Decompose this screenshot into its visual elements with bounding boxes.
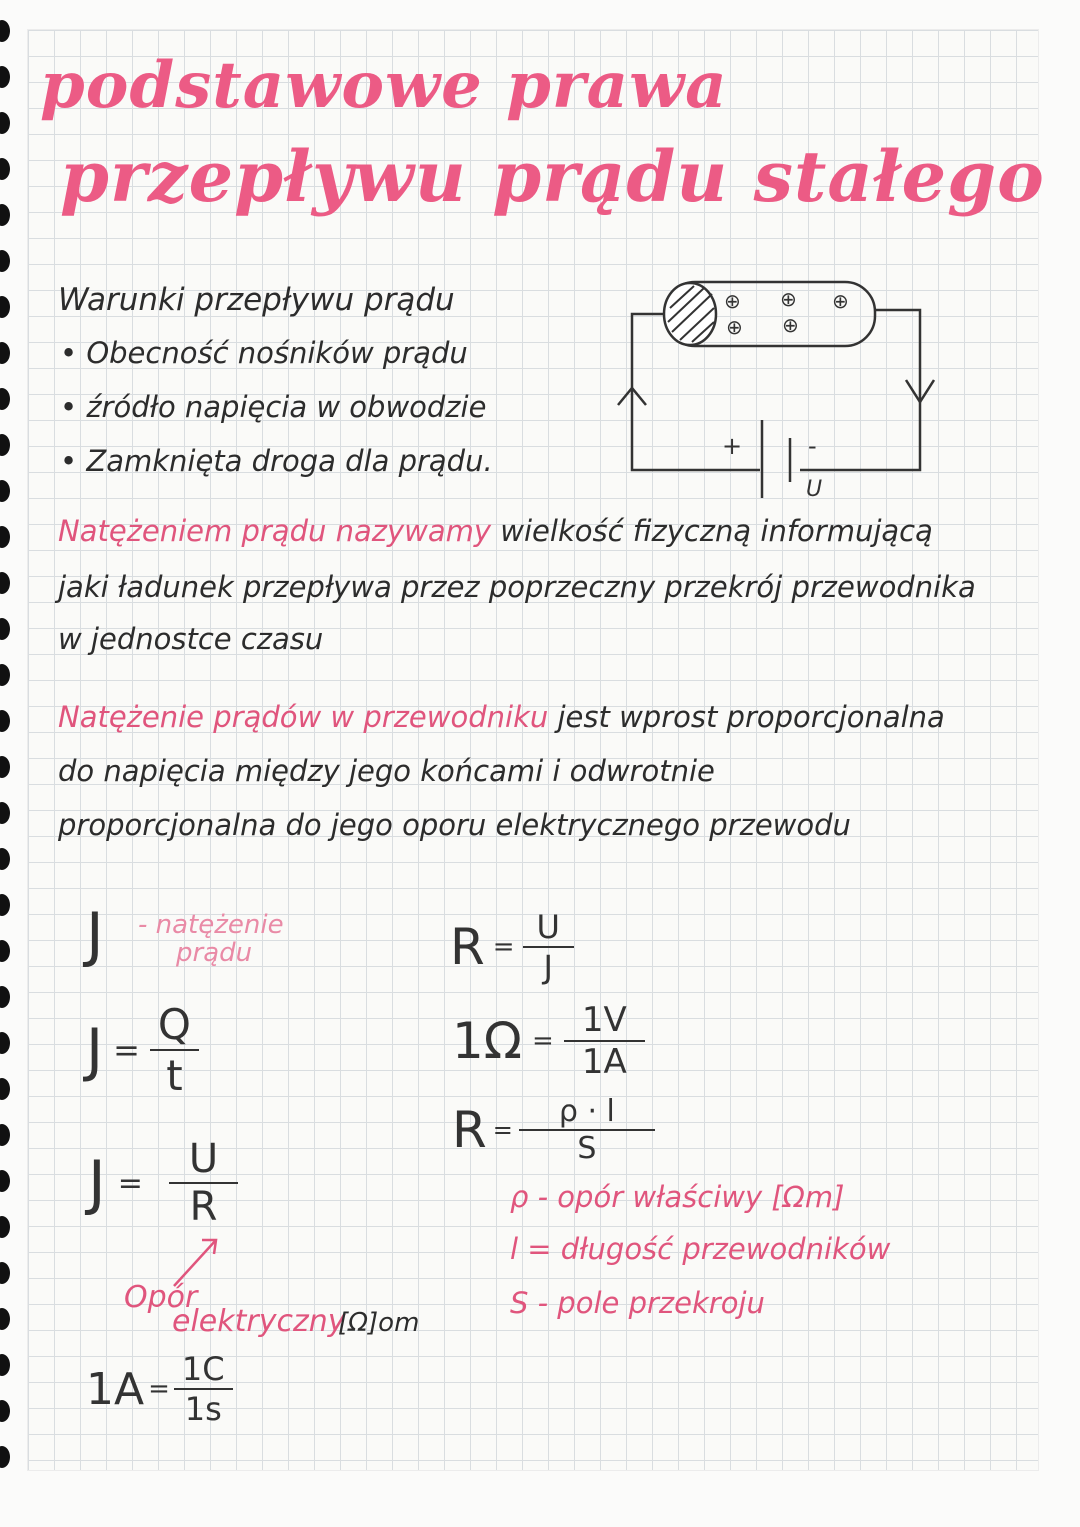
definition-current-line1 (58, 514, 933, 548)
ohms-law-line2: do napięcia między jego końcami i odwrotnie (58, 754, 715, 788)
formula-numerator: U (188, 1136, 219, 1182)
ohms-law-term: Natężenie prądów w przewodniku (58, 700, 549, 734)
definition-current-term: Natężeniem prądu nazywamy (58, 514, 492, 548)
definition-current-line2: jaki ładunek przepływa przez poprzeczny przekrój przewodnika (58, 570, 976, 604)
equals-sign: = (532, 1026, 554, 1056)
formula-lhs: J (88, 1148, 106, 1218)
battery-minus-label: - (808, 432, 817, 460)
charge-icon: ⊕ (832, 289, 849, 313)
formula-numerator: ρ · l (558, 1094, 615, 1129)
equals-sign: = (113, 1031, 140, 1069)
formula-denominator: 1s (184, 1390, 222, 1428)
condition-item: • Zamknięta droga dla prądu. (60, 444, 493, 478)
current-symbol-label-1: - natężenie (138, 910, 284, 940)
formula-lhs: 1A (86, 1363, 145, 1415)
formula-denominator: J (543, 948, 553, 986)
battery-plus-label: + (722, 432, 743, 460)
definition-current-rest: wielkość fizyczną informującą (491, 514, 933, 548)
formula-current-charge (86, 1000, 199, 1100)
formula-denominator: S (577, 1131, 597, 1166)
legend-resistivity: ρ - opór właściwy [Ωm] (510, 1180, 845, 1214)
formula-numerator: 1V (581, 1000, 627, 1040)
equals-sign: = (492, 1116, 513, 1144)
formula-numerator: Q (157, 1000, 191, 1049)
resistance-label-1: Opór (124, 1280, 198, 1315)
charge-icon: ⊕ (724, 289, 741, 313)
definition-current-line3: w jednostce czasu (58, 622, 324, 656)
formula-lhs: R (452, 1101, 487, 1159)
legend-length: l = długość przewodników (510, 1232, 891, 1266)
page-title-line1: podstawowe prawa (40, 48, 728, 123)
circuit-diagram (610, 270, 940, 510)
equals-sign: = (117, 1165, 143, 1201)
condition-item: • źródło napięcia w obwodzie (60, 390, 487, 424)
current-symbol-label-2: prądu (176, 938, 253, 968)
resistance-unit: [Ω]om (338, 1308, 420, 1338)
formula-ohms-law (88, 1136, 238, 1230)
equals-sign: = (148, 1374, 170, 1404)
formula-ohm-unit (452, 1000, 645, 1082)
formula-ampere (86, 1350, 233, 1428)
charge-icon: ⊕ (780, 287, 797, 311)
equals-sign: = (492, 932, 515, 962)
formula-resistance (450, 908, 574, 986)
resistance-label-2: elektryczny (172, 1304, 346, 1339)
formula-resistivity (452, 1094, 655, 1166)
formula-denominator: 1A (581, 1042, 627, 1082)
formula-numerator: 1C (181, 1350, 225, 1388)
ohms-law-line3: proporcjonalna do jego oporu elektrycznego przewodu (58, 808, 851, 842)
formula-lhs: J (86, 1016, 104, 1084)
current-symbol: J (86, 900, 104, 970)
condition-item: • Obecność nośników prądu (60, 336, 468, 370)
formula-lhs: 1Ω (452, 1012, 523, 1070)
spiral-binding (0, 20, 16, 1500)
conditions-heading: Warunki przepływu prądu (58, 282, 455, 318)
charge-icon: ⊕ (782, 313, 799, 337)
ohms-law-rest: jest wprost proporcjonalna (548, 700, 945, 734)
formula-lhs: R (450, 918, 485, 976)
ohms-law-line1 (58, 700, 945, 734)
formula-denominator: R (189, 1184, 218, 1230)
charge-icon: ⊕ (726, 315, 743, 339)
voltage-label: U (806, 477, 823, 502)
legend-cross-section: S - pole przekroju (510, 1286, 765, 1320)
formula-numerator: U (536, 908, 560, 946)
page-title-line2: przepływu prądu stałego (60, 135, 1045, 218)
formula-denominator: t (166, 1051, 183, 1100)
